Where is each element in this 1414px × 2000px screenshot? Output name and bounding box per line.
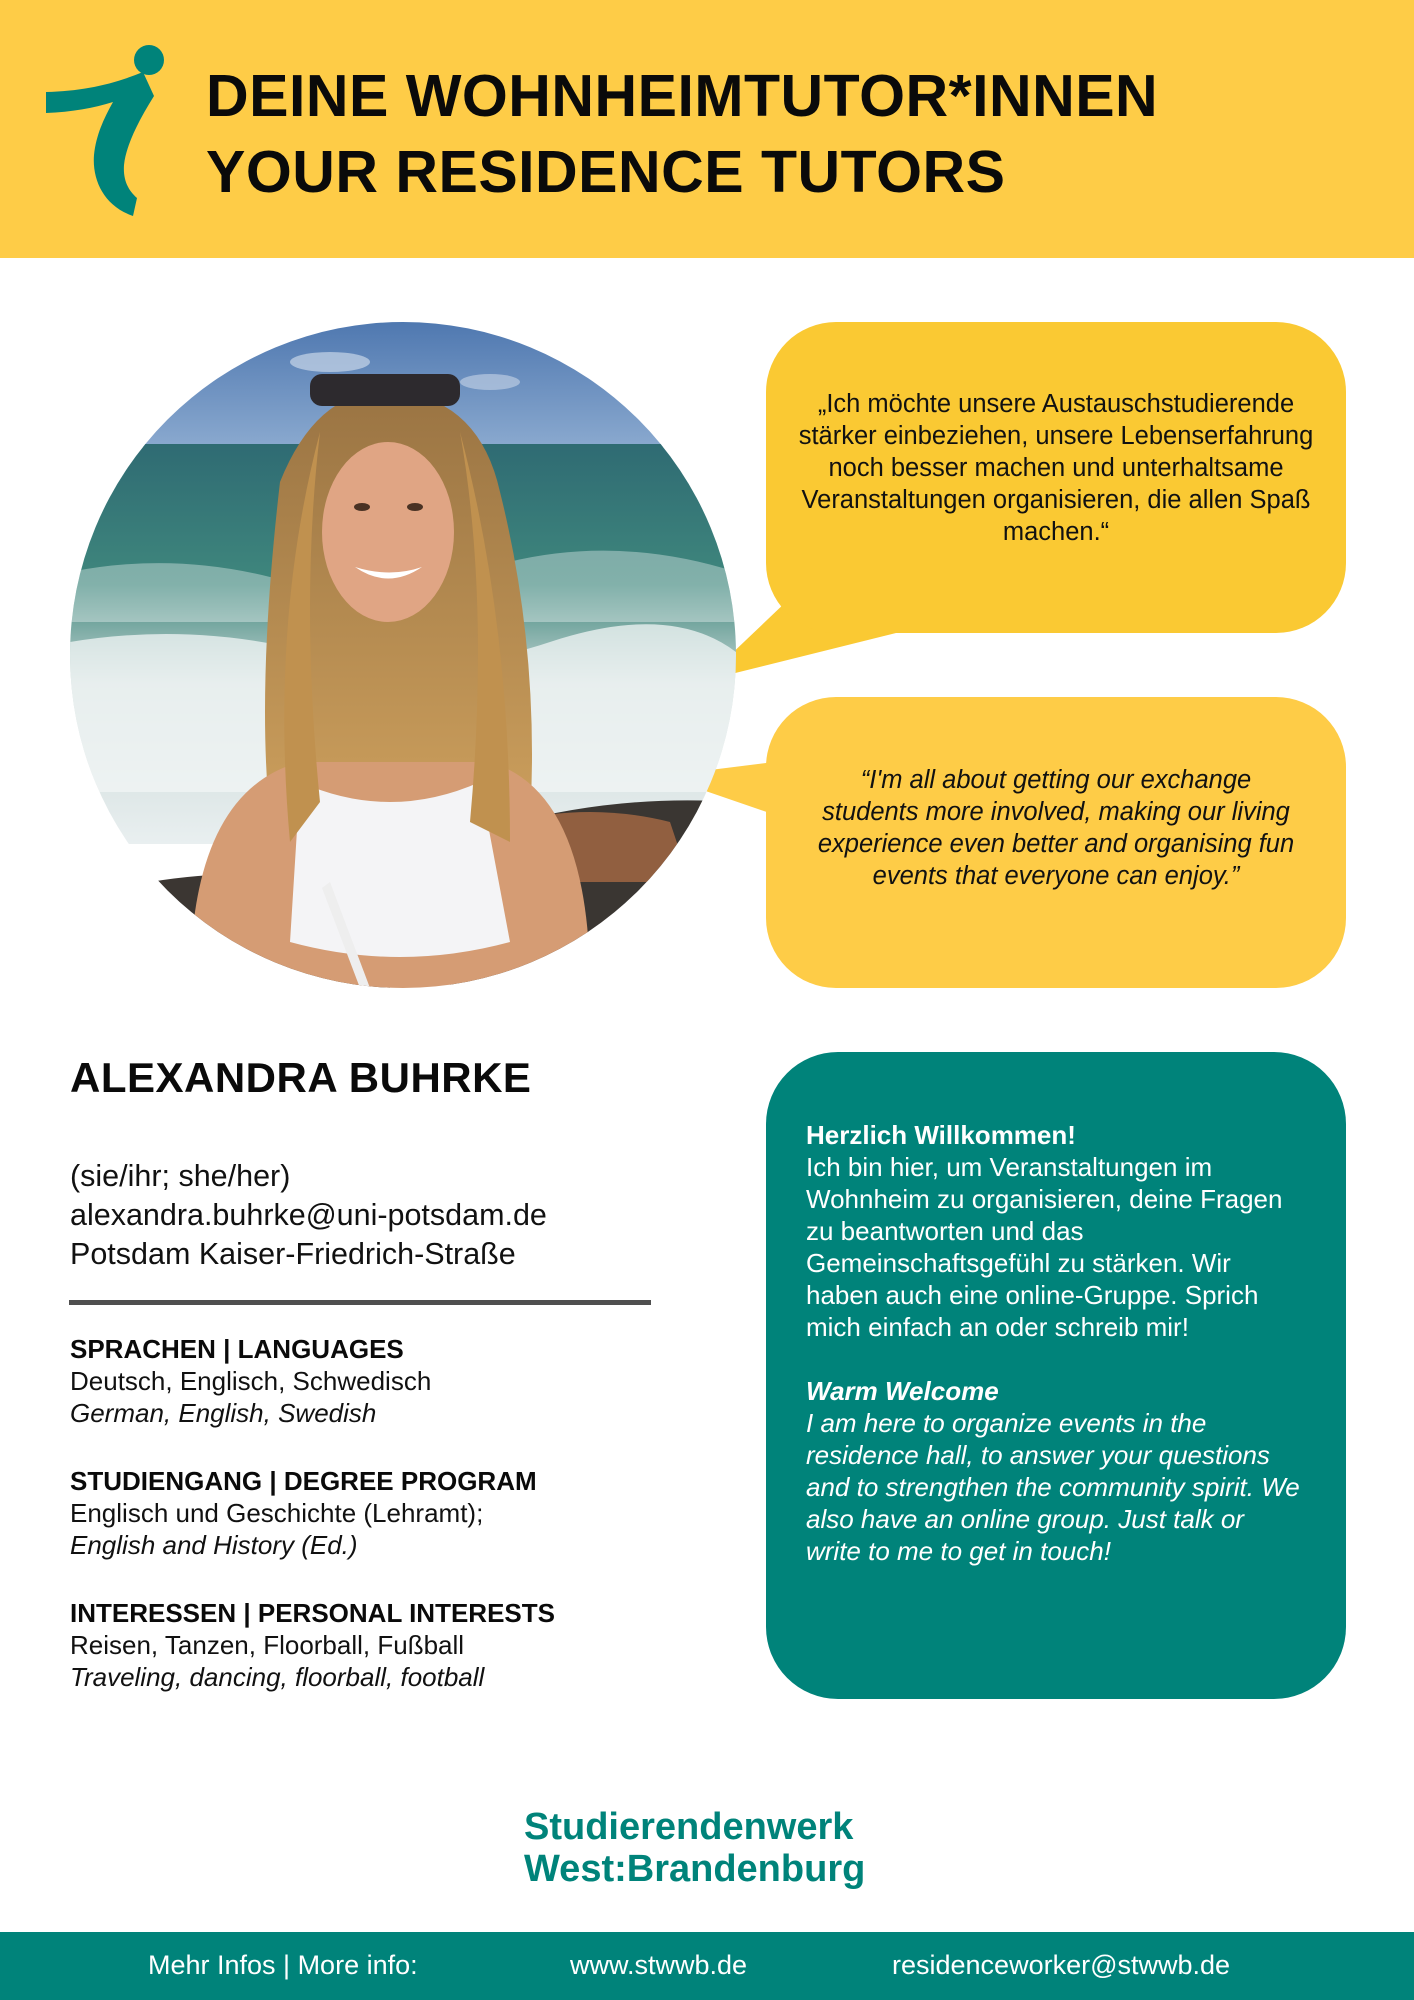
quote-en-text: “I'm all about getting our exchange students more involved, making our living experience even better and organising fun events that everyone can enjoy.” [817, 765, 1295, 890]
title-en: YOUR RESIDENCE TUTORS [206, 139, 1006, 205]
welcome-title-en: Warm Welcome [806, 1376, 999, 1406]
fact-value-de: Deutsch, Englisch, Schwedisch [70, 1366, 432, 1396]
fact-title: STUDIENGANG | DEGREE PROGRAM [70, 1466, 537, 1496]
contact-block [70, 1157, 547, 1274]
fact-title: SPRACHEN | LANGUAGES [70, 1334, 404, 1364]
fact-interests [70, 1597, 555, 1693]
facts-list [70, 1333, 555, 1729]
title-de: DEINE WOHNHEIMTUTOR*INNEN [206, 63, 1159, 129]
footer-bar [0, 1932, 1414, 2000]
fact-value-en: English and History (Ed.) [70, 1530, 358, 1560]
brand-line-1: Studierendenwerk [524, 1806, 854, 1848]
person-i-icon [44, 40, 174, 220]
fact-title: INTERESSEN | PERSONAL INTERESTS [70, 1598, 555, 1628]
pronouns: (sie/ihr; she/her) [70, 1159, 291, 1193]
email-link[interactable]: alexandra.buhrke@uni-potsdam.de [70, 1198, 547, 1232]
portrait-image [70, 322, 736, 988]
fact-languages [70, 1333, 555, 1429]
location: Potsdam Kaiser-Friedrich-Straße [70, 1237, 516, 1271]
welcome-box [766, 1052, 1346, 1699]
fact-value-de: Reisen, Tanzen, Floorball, Fußball [70, 1630, 465, 1660]
footer-email-link[interactable]: residenceworker@stwwb.de [892, 1950, 1231, 1980]
welcome-title-de: Herzlich Willkommen! [806, 1120, 1076, 1150]
page-title [206, 58, 1158, 210]
footer-website-link[interactable]: www.stwwb.de [570, 1950, 748, 1980]
quote-bubble-en [766, 697, 1346, 988]
brand-logo [524, 1806, 865, 1890]
quote-bubble-de [766, 322, 1346, 633]
divider [69, 1300, 651, 1305]
quote-de-text: „Ich möchte unsere Austauschstudierende stärker einbeziehen, unsere Lebenserfahrung noch besser machen und unterhaltsame Veranstaltungen organisieren, die allen Spaß machen.“ [798, 389, 1314, 546]
welcome-body-en: I am here to organize events in the residence hall, to answer your questions and to strengthen the community spirit. We also have an online group. Just talk or write to me to get in touch! [806, 1408, 1300, 1566]
fact-value-de: Englisch und Geschichte (Lehramt); [70, 1498, 484, 1528]
fact-value-en: Traveling, dancing, floorball, football [70, 1662, 485, 1692]
tutor-photo [70, 322, 736, 988]
welcome-body-de: Ich bin hier, um Veranstaltungen im Wohnheim zu organisieren, deine Fragen zu beantworten und das Gemeinschaftsgefühl zu stärken. Wir haben auch eine online-Gruppe. Sprich mich einfach an oder schreib mir! [806, 1152, 1283, 1342]
fact-degree [70, 1465, 555, 1561]
header-banner [0, 0, 1414, 258]
fact-value-en: German, English, Swedish [70, 1398, 377, 1428]
tutor-name: ALEXANDRA BUHRKE [70, 1054, 532, 1101]
footer-label: Mehr Infos | More info: [148, 1950, 418, 1980]
brand-line-2: West:Brandenburg [524, 1848, 866, 1890]
